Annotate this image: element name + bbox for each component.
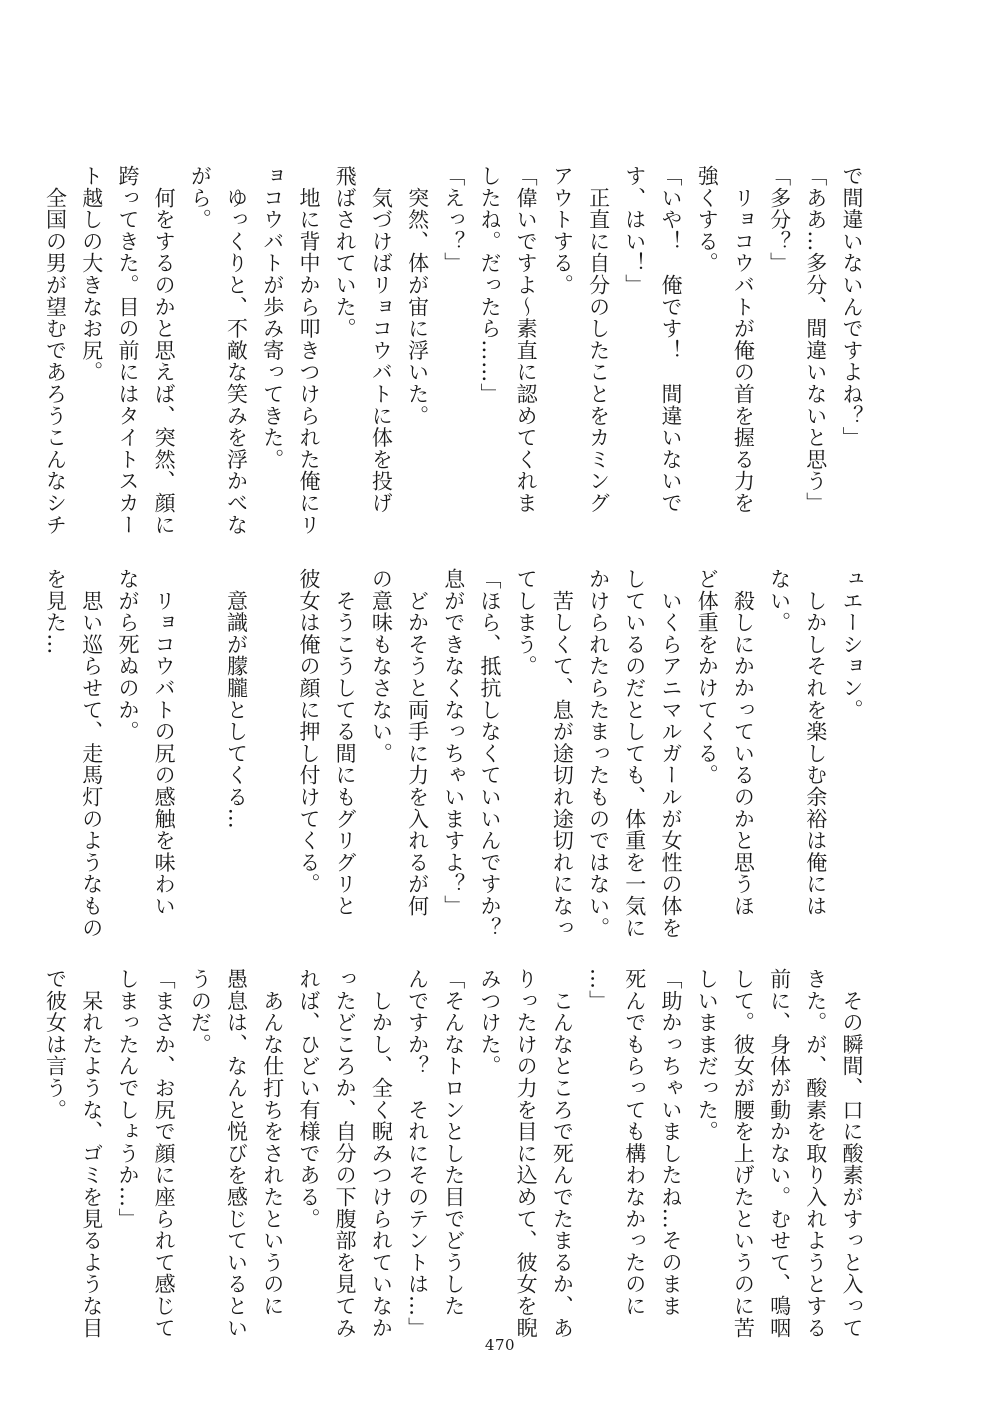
- text-line: したね。だったら……」: [477, 165, 502, 405]
- text-line: しているのだとしても、体重を一気に: [622, 568, 647, 939]
- text-line: 死んでもらっても構わなかったのに: [622, 968, 647, 1317]
- text-line: 気づけばリョコウバトに体を投げ: [369, 165, 394, 514]
- text-line: 突然、体が宙に浮いた。: [405, 165, 430, 427]
- text-line: 「えっ？」: [441, 165, 466, 274]
- text-line: 地に背中から叩きつけられた俺にリ: [296, 165, 321, 536]
- text-line: ュエーション。: [840, 568, 864, 721]
- text-line: いくらアニマルガールが女性の体を: [658, 568, 683, 939]
- text-line: ながら死ぬのか。: [115, 568, 140, 743]
- text-line: 強くする。: [695, 165, 720, 274]
- text-line: 意識が朦朧としてくる…: [224, 568, 249, 830]
- text-tier-top: [37, 165, 870, 545]
- text-line: 前に、身体が動かない。むせて、鳴咽: [767, 968, 792, 1339]
- text-line: 彼女は俺の顔に押し付けてくる。: [296, 568, 321, 895]
- text-line: きた。が、酸素を取り入れようとする: [803, 968, 828, 1339]
- text-line: 呆れたような、ゴミを見るような目: [79, 968, 104, 1339]
- text-line: で彼女は言う。: [43, 968, 68, 1121]
- text-line: して。彼女が腰を上げたというのに苦: [731, 968, 756, 1339]
- text-line: あんな仕打ちをされたというのに: [260, 968, 285, 1317]
- text-line: そうこうしてる間にもグリグリと: [333, 568, 358, 917]
- text-line: 飛ばされていた。: [333, 165, 358, 340]
- text-line: 「そんなトロンとした目でどうした: [441, 968, 466, 1317]
- text-line: どかそうと両手に力を入れるが何: [405, 568, 430, 917]
- text-line: こんなところで死んでたまるか、あ: [550, 968, 575, 1339]
- text-line: 跨ってきた。目の前にはタイトスカー: [115, 165, 140, 536]
- text-line: アウトする。: [550, 165, 575, 296]
- text-line: で間違いないんですよね？」: [840, 165, 864, 449]
- text-line: 「多分？」: [767, 165, 792, 274]
- text-line: 「助かっちゃいましたね…そのまま: [658, 968, 683, 1317]
- text-line: れば、ひどい有様である。: [296, 968, 321, 1230]
- text-line: うのだ。: [188, 968, 213, 1056]
- text-line: 「ああ…多分、間違いないと思う」: [803, 165, 828, 514]
- text-line: …」: [586, 968, 611, 1012]
- text-line: 「まさか、お尻で顔に座られて感じて: [152, 968, 177, 1339]
- text-line: ない。: [767, 568, 792, 634]
- text-line: しいままだった。: [695, 968, 720, 1143]
- text-line: 殺しにかかっているのかと思うほ: [731, 568, 756, 917]
- text-line: みつけた。: [477, 968, 502, 1077]
- text-line: 「ほら、抵抗しなくていいんですか？: [477, 568, 502, 939]
- text-line: 何をするのかと思えば、突然、顔に: [152, 165, 177, 536]
- text-tier-middle: [37, 568, 870, 948]
- text-line: しまったんでしょうか…」: [115, 968, 140, 1230]
- text-line: リョコウバトが俺の首を握る力を: [731, 165, 756, 514]
- text-line: を見た…: [43, 568, 68, 656]
- text-line: 苦しくて、息が途切れ途切れになっ: [550, 568, 575, 939]
- text-line: 息ができなくなっちゃいますよ？」: [441, 568, 466, 917]
- text-line: 「偉いですよ〜素直に認めてくれま: [514, 165, 539, 514]
- text-line: の意味もなさない。: [369, 568, 394, 765]
- text-line: 全国の男が望むであろうこんなシチ: [43, 165, 68, 536]
- text-line: リョコウバトの尻の感触を味わい: [152, 568, 177, 917]
- text-line: 「いや！ 俺です！ 間違いないで: [658, 165, 683, 514]
- text-line: 正直に自分のしたことをカミング: [586, 165, 611, 514]
- text-line: ゆっくりと、不敵な笑みを浮かべな: [224, 165, 249, 536]
- text-line: [255, 568, 291, 948]
- text-line: がら。: [188, 165, 213, 231]
- text-line: りったけの力を目に込めて、彼女を睨: [514, 968, 539, 1339]
- text-line: 思い巡らせて、走馬灯のようなもの: [79, 568, 104, 939]
- page-number: 470: [484, 1336, 516, 1354]
- text-line: ったどころか、自分の下腹部を見てみ: [333, 968, 358, 1339]
- text-line: んですか？ それにそのテントは…」: [405, 968, 430, 1339]
- text-line: ト越しの大きなお尻。: [79, 165, 104, 383]
- text-line: 愚息は、なんと悦びを感じているとい: [224, 968, 249, 1339]
- text-line: ど体重をかけてくる。: [695, 568, 720, 786]
- text-line: てしまう。: [514, 568, 539, 677]
- text-tier-bottom: [37, 968, 870, 1348]
- text-line: す、はい！」: [622, 165, 647, 296]
- text-line: しかしそれを楽しむ余裕は俺には: [803, 568, 828, 917]
- text-line: ョコウバトが歩み寄ってきた。: [260, 165, 285, 471]
- text-line: [182, 568, 218, 948]
- text-line: しかし、全く睨みつけられていなか: [369, 968, 394, 1339]
- text-line: その瞬間、口に酸素がすっと入って: [840, 968, 864, 1339]
- text-line: かけられたらたまったものではない。: [586, 568, 611, 939]
